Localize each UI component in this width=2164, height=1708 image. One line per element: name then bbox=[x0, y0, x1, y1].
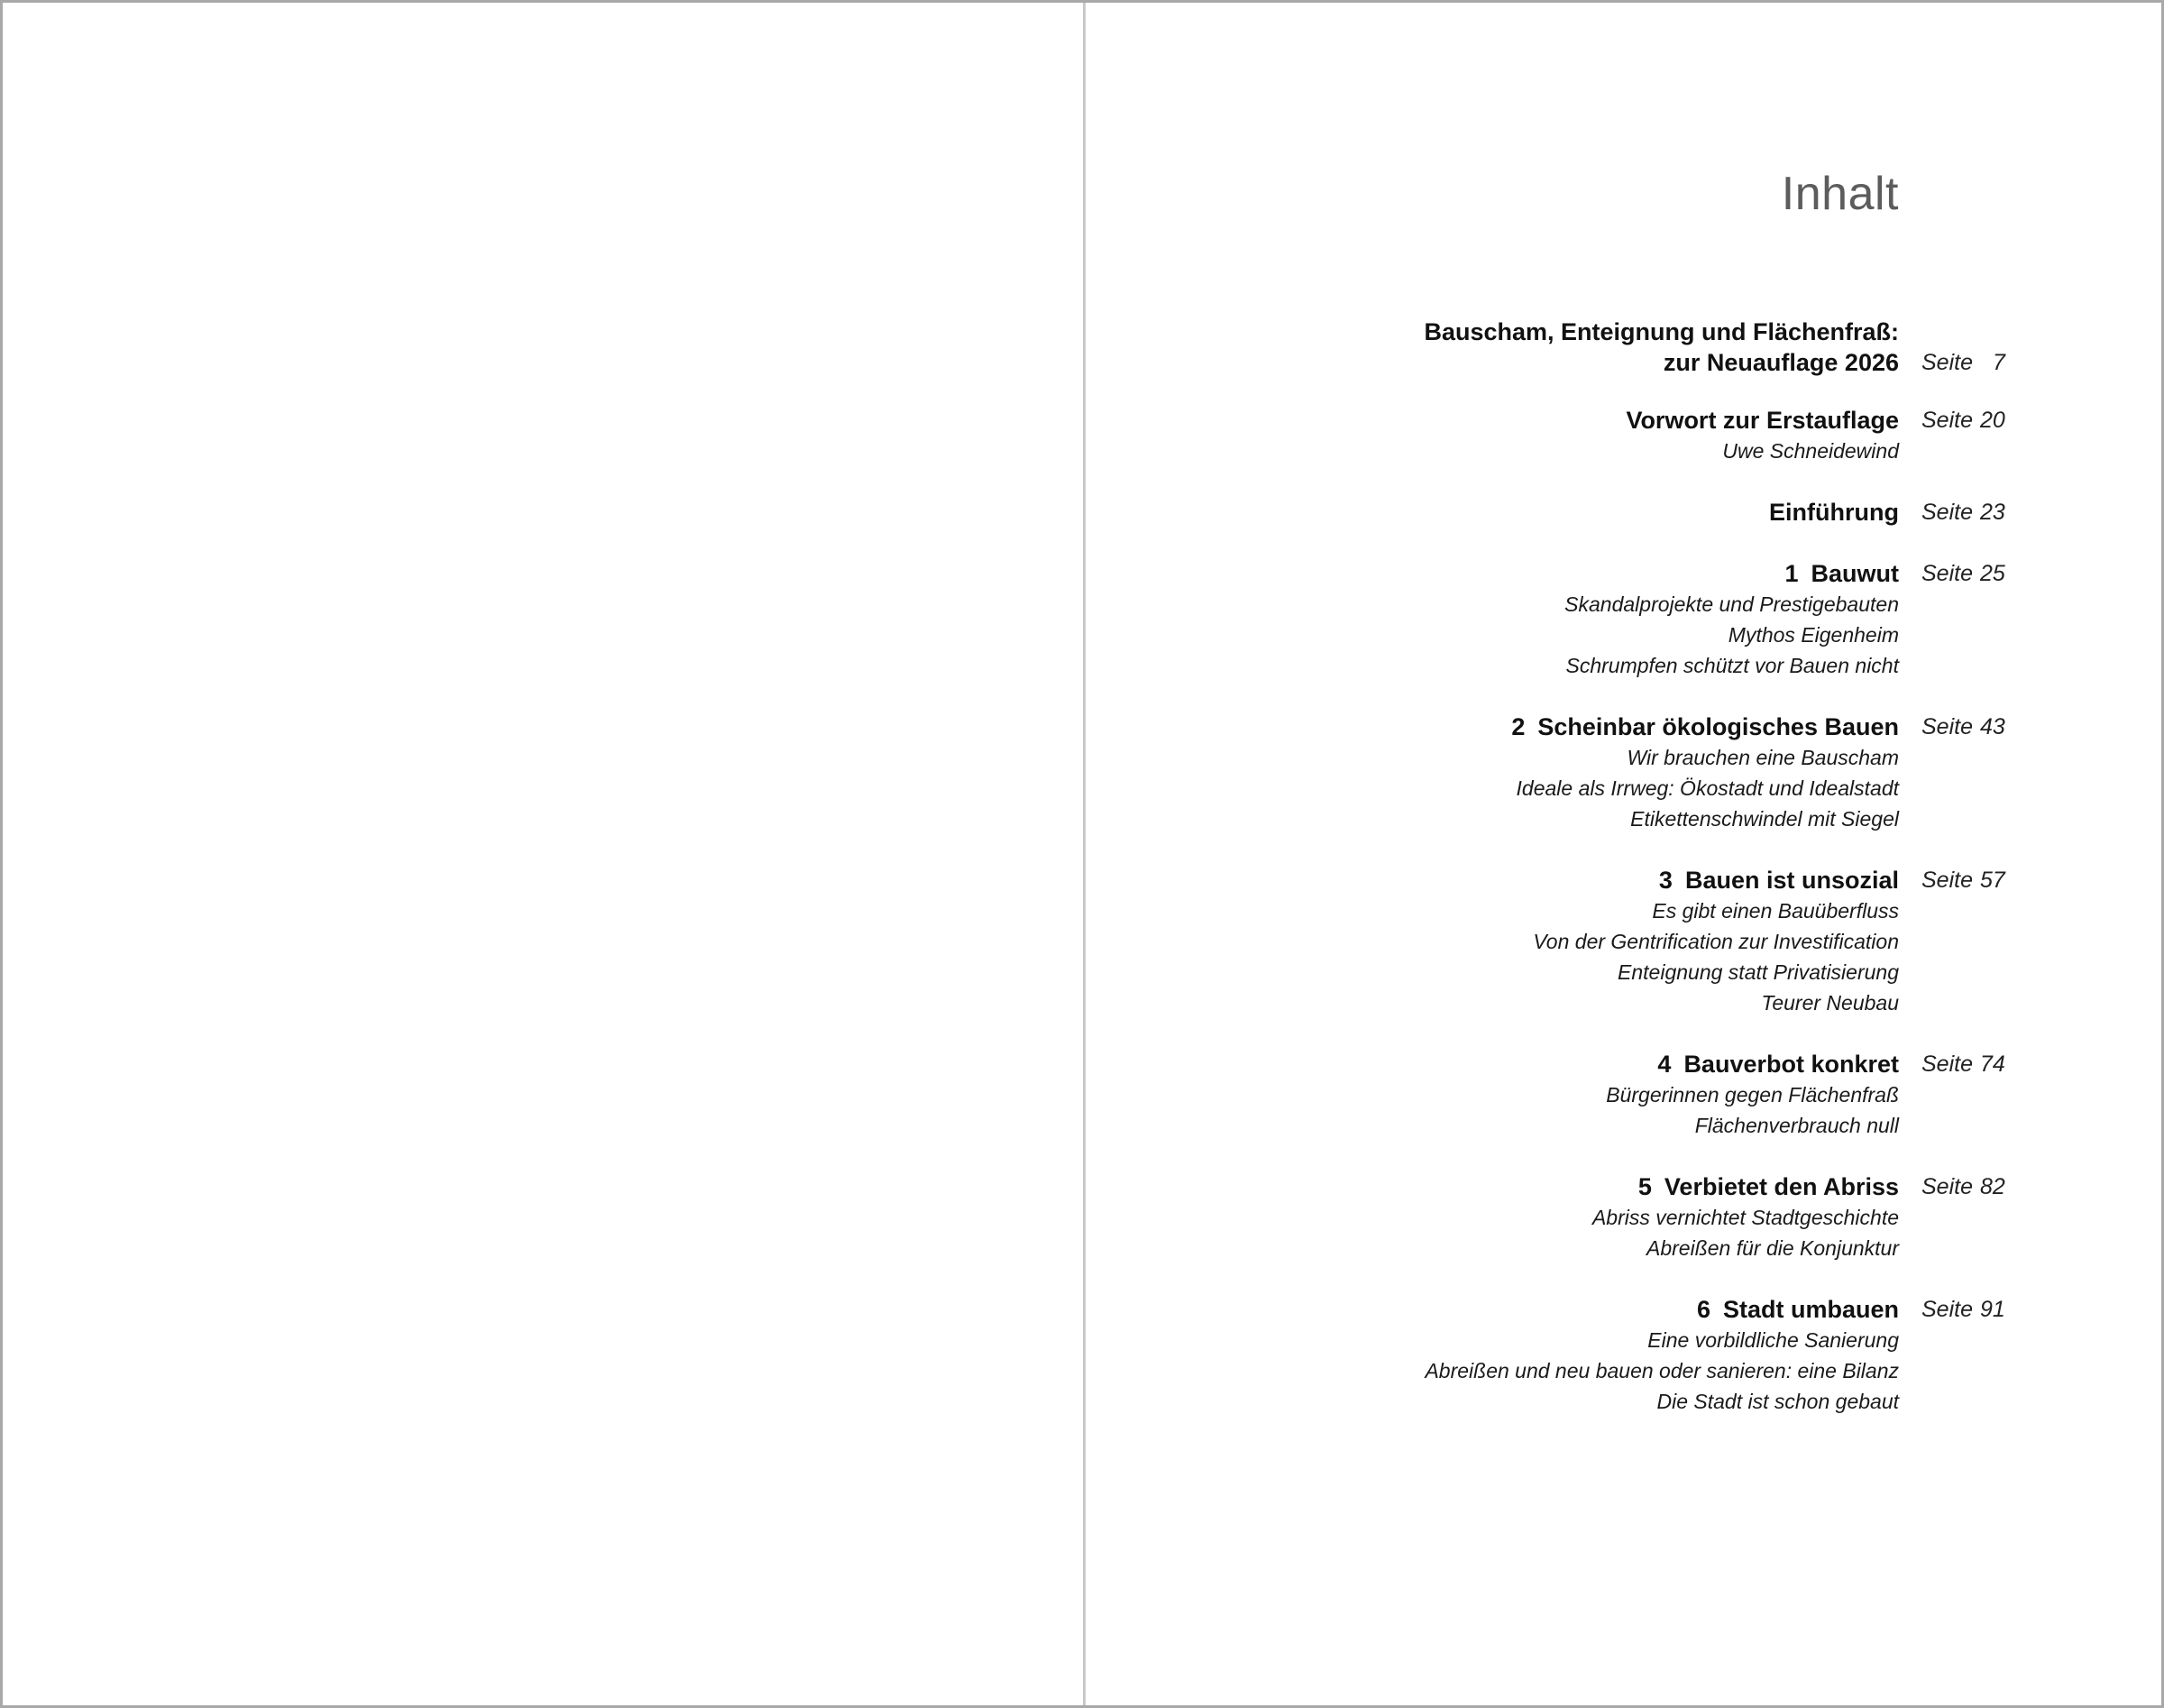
toc-entry[interactable] bbox=[1265, 497, 2004, 528]
subsection-title: Abreißen für die Konjunktur bbox=[1646, 1236, 1899, 1260]
subsection-title: Abriss vernichtet Stadtgeschichte bbox=[1591, 1206, 1899, 1229]
subsection-title: Uwe Schneidewind bbox=[1722, 439, 1899, 463]
chapter-title bbox=[1784, 558, 1899, 589]
chapter-title-text: Scheinbar ökologisches Bauen bbox=[1537, 713, 1899, 740]
toc-subentry[interactable] bbox=[1265, 987, 2004, 1018]
chapter-title bbox=[1697, 1294, 1899, 1325]
subsection-title: Enteignung statt Privatisierung bbox=[1618, 960, 1899, 984]
page-label: Seite bbox=[1921, 500, 1973, 525]
chapter-title-text: Stadt umbauen bbox=[1722, 1296, 1899, 1323]
subsection-title: Ideale als Irrweg: Ökostadt und Idealstadt bbox=[1516, 776, 1899, 800]
toc-subentry[interactable] bbox=[1265, 1079, 2004, 1110]
page-label: Seite bbox=[1921, 350, 1973, 375]
chapter-title bbox=[1664, 347, 1899, 378]
toc-entry-row bbox=[1265, 1171, 2004, 1202]
toc-entry-row bbox=[1265, 558, 2004, 589]
toc-entry[interactable] bbox=[1265, 405, 2004, 466]
chapter-number: 3 bbox=[1658, 867, 1673, 894]
chapter-number: 4 bbox=[1657, 1051, 1672, 1078]
chapter-number: 6 bbox=[1696, 1296, 1710, 1323]
page-number: 25 bbox=[1979, 561, 2005, 586]
toc-entry[interactable] bbox=[1265, 558, 2004, 681]
chapter-number: 1 bbox=[1784, 560, 1799, 587]
toc-title: Inhalt bbox=[1781, 168, 1899, 220]
subsection-title: Mythos Eigenheim bbox=[1728, 623, 1899, 647]
toc-entry-row bbox=[1265, 347, 2004, 378]
toc-subentry[interactable] bbox=[1265, 1202, 2004, 1233]
page-reference bbox=[1921, 347, 2005, 378]
left-page bbox=[3, 3, 1082, 1705]
chapter-number: 2 bbox=[1511, 713, 1526, 740]
subsection-title: Die Stadt ist schon gebaut bbox=[1656, 1390, 1899, 1413]
toc-entry[interactable] bbox=[1265, 865, 2004, 1018]
page-label: Seite bbox=[1921, 408, 1973, 433]
subsection-title: Von der Gentrification zur Investification bbox=[1533, 930, 1899, 953]
page-label: Seite bbox=[1921, 714, 1973, 739]
chapter-title bbox=[1626, 405, 1899, 436]
chapter-title-text: Einführung bbox=[1769, 499, 1899, 526]
chapter-title bbox=[1638, 1171, 1899, 1202]
chapter-title bbox=[1769, 497, 1899, 528]
page-number: 82 bbox=[1979, 1174, 2005, 1199]
page-reference bbox=[1921, 865, 2005, 895]
chapter-title bbox=[1657, 1049, 1899, 1079]
chapter-title-text: Vorwort zur Erstauflage bbox=[1626, 407, 1899, 434]
page-label: Seite bbox=[1921, 561, 1973, 586]
chapter-title-text: zur Neuauflage 2026 bbox=[1663, 349, 1899, 376]
page-number: 7 bbox=[1992, 350, 2005, 375]
toc-entry-row bbox=[1265, 497, 2004, 528]
toc-subentry[interactable] bbox=[1265, 1233, 2004, 1263]
subsection-title: Etikettenschwindel mit Siegel bbox=[1630, 807, 1899, 831]
chapter-title-text: Verbietet den Abriss bbox=[1664, 1173, 1899, 1200]
subsection-title: Teurer Neubau bbox=[1761, 991, 1899, 1015]
subsection-title: Es gibt einen Bauüberfluss bbox=[1652, 899, 1899, 923]
page-number: 23 bbox=[1979, 500, 2005, 525]
toc-subentry[interactable] bbox=[1265, 742, 2004, 773]
page-reference bbox=[1921, 405, 2005, 436]
page-label: Seite bbox=[1921, 1174, 1973, 1199]
page-number: 43 bbox=[1979, 714, 2005, 739]
toc-subentry[interactable] bbox=[1265, 1110, 2004, 1141]
page-reference bbox=[1921, 558, 2005, 589]
toc-subentry[interactable] bbox=[1265, 436, 2004, 466]
toc-entry-row bbox=[1265, 317, 2004, 347]
toc-entry-row bbox=[1265, 405, 2004, 436]
toc-subentry[interactable] bbox=[1265, 803, 2004, 834]
toc-entry[interactable] bbox=[1265, 317, 2004, 378]
page-label: Seite bbox=[1921, 1297, 1973, 1322]
table-of-contents bbox=[1265, 317, 2004, 1417]
subsection-title: Abreißen und neu bauen oder sanieren: eine Bilanz bbox=[1425, 1359, 1899, 1382]
toc-entry-row bbox=[1265, 1049, 2004, 1079]
page-label: Seite bbox=[1921, 868, 1973, 893]
page-label: Seite bbox=[1921, 1051, 1973, 1077]
page-number: 20 bbox=[1979, 408, 2005, 433]
subsection-title: Wir brauchen eine Bauscham bbox=[1627, 746, 1899, 769]
toc-entry-row bbox=[1265, 712, 2004, 742]
page-number: 74 bbox=[1979, 1051, 2005, 1077]
page-reference bbox=[1921, 1049, 2005, 1079]
chapter-title bbox=[1511, 712, 1899, 742]
toc-subentry[interactable] bbox=[1265, 650, 2004, 681]
toc-subentry[interactable] bbox=[1265, 773, 2004, 803]
toc-entry[interactable] bbox=[1265, 1171, 2004, 1263]
chapter-title-text: Bauen ist unsozial bbox=[1684, 867, 1899, 894]
toc-subentry[interactable] bbox=[1265, 1355, 2004, 1386]
subsection-title: Skandalprojekte und Prestigebauten bbox=[1564, 592, 1899, 616]
subsection-title: Flächenverbrauch null bbox=[1694, 1114, 1899, 1137]
toc-subentry[interactable] bbox=[1265, 895, 2004, 926]
page-number: 91 bbox=[1979, 1297, 2005, 1322]
page-reference bbox=[1921, 1294, 2005, 1325]
toc-subentry[interactable] bbox=[1265, 957, 2004, 987]
page-reference bbox=[1921, 497, 2005, 528]
toc-subentry[interactable] bbox=[1265, 926, 2004, 957]
toc-entry[interactable] bbox=[1265, 712, 2004, 834]
page-reference bbox=[1921, 1171, 2005, 1202]
page-reference bbox=[1921, 712, 2005, 742]
toc-subentry[interactable] bbox=[1265, 1325, 2004, 1355]
chapter-title-text: Bauwut bbox=[1811, 560, 1899, 587]
chapter-title bbox=[1424, 317, 1899, 347]
chapter-title-text: Bauverbot konkret bbox=[1683, 1051, 1899, 1078]
subsection-title: Eine vorbildliche Sanierung bbox=[1647, 1328, 1899, 1352]
chapter-number: 5 bbox=[1637, 1173, 1652, 1200]
toc-subentry[interactable] bbox=[1265, 620, 2004, 650]
subsection-title: Bürgerinnen gegen Flächenfraß bbox=[1606, 1083, 1899, 1107]
toc-subentry[interactable] bbox=[1265, 589, 2004, 620]
toc-entry[interactable] bbox=[1265, 1294, 2004, 1417]
toc-entry-row bbox=[1265, 865, 2004, 895]
chapter-title-text: Bauscham, Enteignung und Flächenfraß: bbox=[1424, 318, 1899, 345]
toc-entry[interactable] bbox=[1265, 1049, 2004, 1141]
toc-subentry[interactable] bbox=[1265, 1386, 2004, 1417]
page-number: 57 bbox=[1979, 868, 2005, 893]
chapter-title bbox=[1659, 865, 1899, 895]
subsection-title: Schrumpfen schützt vor Bauen nicht bbox=[1565, 654, 1899, 677]
toc-entry-row bbox=[1265, 1294, 2004, 1325]
